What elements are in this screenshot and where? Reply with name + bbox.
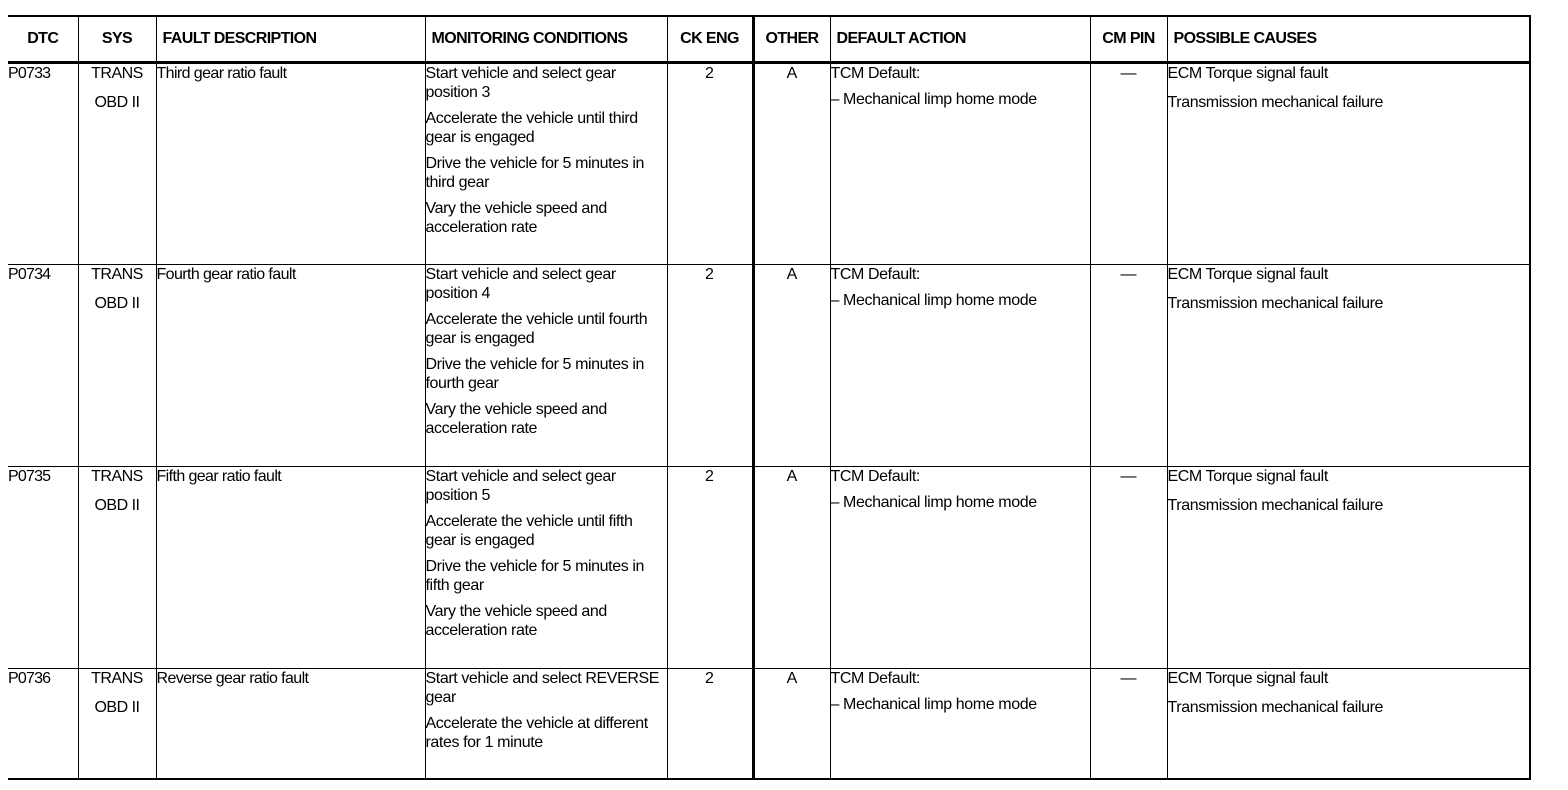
header-monitoring-conditions: MONITORING CONDITIONS xyxy=(425,16,667,62)
header-possible-causes: POSSIBLE CAUSES xyxy=(1167,16,1530,62)
monitoring-step: Accelerate the vehicle until fifth gear is engaged xyxy=(425,512,633,549)
other-value: A xyxy=(753,62,830,264)
default-action xyxy=(830,264,1090,466)
monitoring-step: Accelerate the vehicle at different rates for 1 minute xyxy=(425,714,648,751)
header-default-action: DEFAULT ACTION xyxy=(830,16,1090,62)
monitoring-step: Start vehicle and select REVERSE gear xyxy=(425,669,660,706)
header-fault-description: FAULT DESCRIPTION xyxy=(156,16,425,62)
monitoring-conditions xyxy=(425,62,667,264)
table-row xyxy=(8,668,1530,779)
header-cm-pin: CM PIN xyxy=(1090,16,1167,62)
default-action xyxy=(830,668,1090,779)
default-action-line: – Mechanical limp home mode xyxy=(830,695,1037,713)
monitoring-conditions xyxy=(425,466,667,668)
fault-description: Third gear ratio fault xyxy=(156,62,425,264)
default-action-line: TCM Default: xyxy=(830,265,920,283)
dtc-code: P0735 xyxy=(8,466,78,668)
cm-pin-value: — xyxy=(1090,62,1167,264)
monitoring-step: Vary the vehicle speed and acceleration rate xyxy=(425,400,607,437)
sys-line: TRANS xyxy=(91,467,143,485)
table-row xyxy=(8,466,1530,668)
sys-cell xyxy=(78,668,156,779)
cause-line: ECM Torque signal fault xyxy=(1167,669,1328,687)
monitoring-step: Start vehicle and select gear position 3 xyxy=(425,64,616,101)
cause-line: ECM Torque signal fault xyxy=(1167,64,1328,82)
sys-line: OBD II xyxy=(94,496,140,514)
possible-causes xyxy=(1167,62,1530,264)
sys-cell xyxy=(78,264,156,466)
monitoring-step: Start vehicle and select gear position 5 xyxy=(425,467,616,504)
monitoring-conditions xyxy=(425,668,667,779)
cause-line: Transmission mechanical failure xyxy=(1167,496,1384,514)
ck-eng-value: 2 xyxy=(667,264,753,466)
cause-line: ECM Torque signal fault xyxy=(1167,265,1328,283)
cm-pin-value: — xyxy=(1090,668,1167,779)
cm-pin-value: — xyxy=(1090,264,1167,466)
ck-eng-value: 2 xyxy=(667,668,753,779)
fault-description: Reverse gear ratio fault xyxy=(156,668,425,779)
dtc-code: P0733 xyxy=(8,62,78,264)
cm-pin-value: — xyxy=(1090,466,1167,668)
sys-line: TRANS xyxy=(91,669,143,687)
default-action xyxy=(830,62,1090,264)
sys-line: TRANS xyxy=(91,265,143,283)
fault-description: Fifth gear ratio fault xyxy=(156,466,425,668)
monitoring-step: Drive the vehicle for 5 minutes in fifth gear xyxy=(425,557,645,594)
default-action-line: – Mechanical limp home mode xyxy=(830,493,1037,511)
table-row xyxy=(8,264,1530,466)
sys-line: TRANS xyxy=(91,64,143,82)
monitoring-step: Drive the vehicle for 5 minutes in third gear xyxy=(425,154,645,191)
sys-line: OBD II xyxy=(94,698,140,716)
default-action-line: TCM Default: xyxy=(830,669,920,687)
header-ck-eng: CK ENG xyxy=(667,16,753,62)
possible-causes xyxy=(1167,668,1530,779)
possible-causes xyxy=(1167,466,1530,668)
cause-line: ECM Torque signal fault xyxy=(1167,467,1328,485)
other-value: A xyxy=(753,466,830,668)
sys-cell xyxy=(78,62,156,264)
dtc-code: P0734 xyxy=(8,264,78,466)
default-action-line: – Mechanical limp home mode xyxy=(830,90,1037,108)
header-row xyxy=(8,16,1530,62)
monitoring-step: Accelerate the vehicle until third gear is engaged xyxy=(425,109,638,146)
cause-line: Transmission mechanical failure xyxy=(1167,294,1384,312)
cause-line: Transmission mechanical failure xyxy=(1167,93,1384,111)
ck-eng-value: 2 xyxy=(667,466,753,668)
header-sys: SYS xyxy=(78,16,156,62)
monitoring-step: Vary the vehicle speed and acceleration rate xyxy=(425,602,607,639)
monitoring-step: Accelerate the vehicle until fourth gear is engaged xyxy=(425,310,648,347)
table-row xyxy=(8,62,1530,264)
other-value: A xyxy=(753,668,830,779)
default-action-line: TCM Default: xyxy=(830,64,920,82)
default-action xyxy=(830,466,1090,668)
other-value: A xyxy=(753,264,830,466)
monitoring-conditions xyxy=(425,264,667,466)
monitoring-step: Drive the vehicle for 5 minutes in fourth gear xyxy=(425,355,645,392)
cause-line: Transmission mechanical failure xyxy=(1167,698,1384,716)
dtc-code: P0736 xyxy=(8,668,78,779)
ck-eng-value: 2 xyxy=(667,62,753,264)
sys-line: OBD II xyxy=(94,294,140,312)
possible-causes xyxy=(1167,264,1530,466)
default-action-line: TCM Default: xyxy=(830,467,920,485)
sys-cell xyxy=(78,466,156,668)
monitoring-step: Start vehicle and select gear position 4 xyxy=(425,265,616,302)
header-dtc: DTC xyxy=(8,16,78,62)
default-action-line: – Mechanical limp home mode xyxy=(830,291,1037,309)
sys-line: OBD II xyxy=(94,93,140,111)
header-other: OTHER xyxy=(753,16,830,62)
dtc-table xyxy=(8,15,1531,780)
fault-description: Fourth gear ratio fault xyxy=(156,264,425,466)
monitoring-step: Vary the vehicle speed and acceleration rate xyxy=(425,199,607,236)
